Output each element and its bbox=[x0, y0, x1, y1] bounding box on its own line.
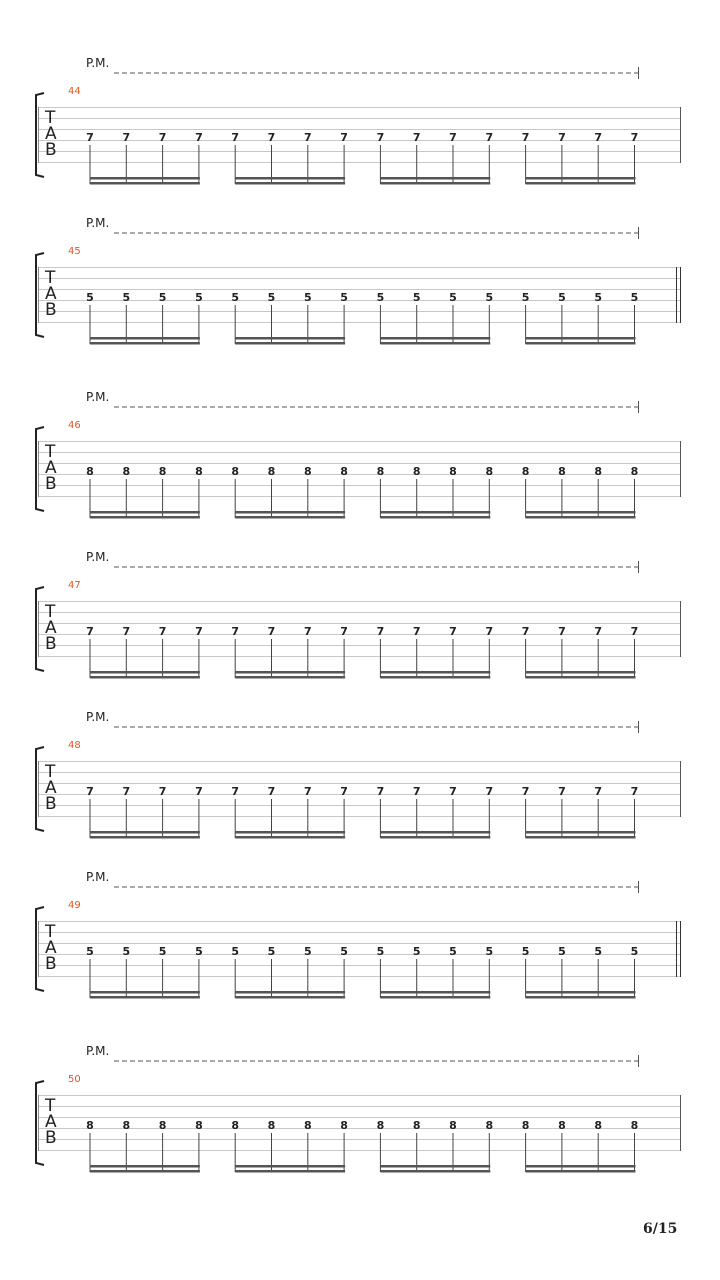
fret-number: 8 bbox=[521, 1119, 530, 1132]
tab-system-svg bbox=[0, 55, 720, 195]
tab-system bbox=[0, 709, 720, 849]
fret-number: 5 bbox=[195, 291, 203, 304]
fret-number: 7 bbox=[485, 131, 494, 144]
fret-number: 5 bbox=[485, 945, 494, 958]
tab-clef-letter: B bbox=[45, 474, 57, 494]
beam-secondary bbox=[90, 182, 200, 185]
tab-clef-letter: A bbox=[45, 124, 57, 144]
fret-number: 5 bbox=[267, 291, 276, 304]
beam-secondary bbox=[526, 676, 636, 679]
tab-clef-letter: A bbox=[45, 458, 57, 478]
fret-number: 7 bbox=[376, 131, 385, 144]
fret-number: 5 bbox=[449, 945, 457, 958]
beam-primary bbox=[235, 511, 345, 514]
beam-primary bbox=[380, 991, 490, 994]
page-number: 6/15 bbox=[643, 1221, 678, 1237]
tab-clef-letter: A bbox=[45, 938, 57, 958]
fret-number: 7 bbox=[158, 625, 167, 638]
fret-number: 7 bbox=[267, 785, 276, 798]
fret-number: 7 bbox=[412, 785, 421, 798]
fret-number: 8 bbox=[195, 465, 203, 478]
fret-number: 8 bbox=[594, 1119, 603, 1132]
fret-number: 7 bbox=[158, 131, 167, 144]
palm-mute-label: P.M. bbox=[86, 56, 110, 70]
fret-number: 8 bbox=[376, 1119, 385, 1132]
fret-number: 7 bbox=[449, 785, 457, 798]
beam-primary bbox=[526, 671, 636, 674]
fret-number: 5 bbox=[340, 945, 348, 958]
tab-clef-letter: A bbox=[45, 778, 57, 798]
fret-number: 7 bbox=[630, 625, 639, 638]
beam-primary bbox=[235, 831, 345, 834]
fret-number: 8 bbox=[558, 465, 566, 478]
fret-number: 5 bbox=[231, 291, 240, 304]
fret-number: 7 bbox=[303, 131, 312, 144]
fret-number: 7 bbox=[630, 785, 639, 798]
fret-number: 5 bbox=[122, 291, 131, 304]
fret-number: 7 bbox=[195, 625, 203, 638]
system-bracket bbox=[36, 427, 44, 511]
tab-system-svg bbox=[0, 1043, 720, 1183]
fret-number: 7 bbox=[412, 131, 421, 144]
fret-number: 7 bbox=[231, 625, 240, 638]
fret-number: 7 bbox=[558, 131, 566, 144]
fret-number: 7 bbox=[594, 625, 603, 638]
palm-mute-label: P.M. bbox=[86, 216, 110, 230]
beam-primary bbox=[526, 831, 636, 834]
fret-number: 5 bbox=[303, 291, 312, 304]
tab-clef-letter: T bbox=[45, 762, 56, 782]
fret-number: 7 bbox=[195, 785, 203, 798]
tab-system bbox=[0, 215, 720, 355]
fret-number: 8 bbox=[340, 465, 348, 478]
fret-number: 8 bbox=[630, 465, 639, 478]
fret-number: 7 bbox=[122, 785, 131, 798]
beam-secondary bbox=[526, 1170, 636, 1173]
beam-primary bbox=[380, 511, 490, 514]
beam-primary bbox=[380, 337, 490, 340]
beam-primary bbox=[235, 991, 345, 994]
tab-system-svg bbox=[0, 869, 720, 1009]
fret-number: 8 bbox=[231, 465, 240, 478]
beam-primary bbox=[380, 177, 490, 180]
fret-number: 7 bbox=[449, 131, 457, 144]
fret-number: 5 bbox=[303, 945, 312, 958]
fret-number: 7 bbox=[86, 131, 94, 144]
fret-number: 8 bbox=[340, 1119, 348, 1132]
beam-primary bbox=[90, 177, 200, 180]
palm-mute-label: P.M. bbox=[86, 390, 110, 404]
beam-secondary bbox=[526, 342, 636, 345]
beam-primary bbox=[526, 991, 636, 994]
fret-number: 8 bbox=[376, 465, 385, 478]
tab-clef-letter: A bbox=[45, 284, 57, 304]
fret-number: 7 bbox=[521, 131, 530, 144]
beam-primary bbox=[526, 177, 636, 180]
tab-clef-letter: B bbox=[45, 140, 57, 160]
fret-number: 5 bbox=[86, 291, 94, 304]
fret-number: 5 bbox=[630, 291, 639, 304]
system-bracket bbox=[36, 747, 44, 831]
fret-number: 5 bbox=[122, 945, 131, 958]
fret-number: 7 bbox=[86, 785, 94, 798]
fret-number: 8 bbox=[158, 1119, 167, 1132]
beam-secondary bbox=[235, 836, 345, 839]
fret-number: 7 bbox=[412, 625, 421, 638]
beam-primary bbox=[380, 831, 490, 834]
palm-mute-label: P.M. bbox=[86, 870, 110, 884]
tab-clef-letter: B bbox=[45, 954, 57, 974]
fret-number: 5 bbox=[521, 945, 530, 958]
fret-number: 5 bbox=[412, 945, 421, 958]
fret-number: 5 bbox=[267, 945, 276, 958]
fret-number: 7 bbox=[122, 131, 131, 144]
fret-number: 7 bbox=[449, 625, 457, 638]
beam-secondary bbox=[90, 1170, 200, 1173]
fret-number: 8 bbox=[86, 465, 94, 478]
palm-mute-label: P.M. bbox=[86, 550, 110, 564]
fret-number: 5 bbox=[158, 291, 167, 304]
beam-secondary bbox=[380, 996, 490, 999]
fret-number: 7 bbox=[86, 625, 94, 638]
fret-number: 8 bbox=[485, 1119, 494, 1132]
fret-number: 5 bbox=[521, 291, 530, 304]
beam-secondary bbox=[235, 342, 345, 345]
measure-number: 44 bbox=[68, 86, 81, 97]
fret-number: 7 bbox=[231, 131, 240, 144]
tab-system-svg bbox=[0, 709, 720, 849]
fret-number: 7 bbox=[303, 785, 312, 798]
beam-secondary bbox=[526, 996, 636, 999]
tab-system bbox=[0, 1043, 720, 1183]
beam-secondary bbox=[235, 676, 345, 679]
fret-number: 7 bbox=[594, 785, 603, 798]
beam-primary bbox=[90, 337, 200, 340]
system-bracket bbox=[36, 253, 44, 337]
fret-number: 7 bbox=[485, 785, 494, 798]
fret-number: 5 bbox=[340, 291, 348, 304]
beam-secondary bbox=[235, 182, 345, 185]
system-bracket bbox=[36, 93, 44, 177]
fret-number: 8 bbox=[630, 1119, 639, 1132]
measure-number: 49 bbox=[68, 900, 81, 911]
beam-primary bbox=[90, 1165, 200, 1168]
fret-number: 8 bbox=[267, 1119, 276, 1132]
fret-number: 7 bbox=[231, 785, 240, 798]
beam-secondary bbox=[235, 516, 345, 519]
measure-number: 46 bbox=[68, 420, 81, 431]
beam-secondary bbox=[90, 836, 200, 839]
beam-secondary bbox=[380, 342, 490, 345]
beam-primary bbox=[380, 671, 490, 674]
fret-number: 8 bbox=[122, 465, 131, 478]
beam-secondary bbox=[90, 676, 200, 679]
beam-primary bbox=[235, 337, 345, 340]
fret-number: 7 bbox=[267, 131, 276, 144]
beam-primary bbox=[526, 1165, 636, 1168]
beam-primary bbox=[90, 991, 200, 994]
beam-primary bbox=[526, 511, 636, 514]
tab-clef-letter: T bbox=[45, 268, 56, 288]
fret-number: 5 bbox=[594, 945, 603, 958]
fret-number: 7 bbox=[630, 131, 639, 144]
tab-clef-letter: B bbox=[45, 794, 57, 814]
fret-number: 5 bbox=[558, 945, 566, 958]
fret-number: 8 bbox=[594, 465, 603, 478]
fret-number: 7 bbox=[521, 625, 530, 638]
beam-secondary bbox=[235, 1170, 345, 1173]
fret-number: 7 bbox=[376, 625, 385, 638]
beam-secondary bbox=[526, 516, 636, 519]
beam-secondary bbox=[380, 182, 490, 185]
measure-number: 48 bbox=[68, 740, 81, 751]
beam-secondary bbox=[380, 676, 490, 679]
tab-clef-letter: T bbox=[45, 602, 56, 622]
fret-number: 8 bbox=[485, 465, 494, 478]
fret-number: 8 bbox=[303, 1119, 312, 1132]
fret-number: 8 bbox=[231, 1119, 240, 1132]
measure-number: 47 bbox=[68, 580, 81, 591]
beam-secondary bbox=[380, 516, 490, 519]
tab-system-svg bbox=[0, 215, 720, 355]
beam-primary bbox=[235, 177, 345, 180]
fret-number: 8 bbox=[558, 1119, 566, 1132]
beam-secondary bbox=[90, 996, 200, 999]
fret-number: 5 bbox=[449, 291, 457, 304]
fret-number: 5 bbox=[376, 291, 385, 304]
fret-number: 7 bbox=[485, 625, 494, 638]
tab-system-svg bbox=[0, 549, 720, 689]
fret-number: 7 bbox=[521, 785, 530, 798]
fret-number: 8 bbox=[449, 1119, 457, 1132]
tab-clef-letter: T bbox=[45, 1096, 56, 1116]
tab-system-svg bbox=[0, 389, 720, 529]
fret-number: 7 bbox=[558, 625, 566, 638]
fret-number: 8 bbox=[303, 465, 312, 478]
fret-number: 5 bbox=[158, 945, 167, 958]
fret-number: 7 bbox=[158, 785, 167, 798]
fret-number: 7 bbox=[195, 131, 203, 144]
measure-number: 45 bbox=[68, 246, 81, 257]
tab-clef-letter: B bbox=[45, 634, 57, 654]
fret-number: 5 bbox=[630, 945, 639, 958]
measure-number: 50 bbox=[68, 1074, 81, 1085]
tab-clef-letter: T bbox=[45, 442, 56, 462]
beam-secondary bbox=[235, 996, 345, 999]
system-bracket bbox=[36, 907, 44, 991]
fret-number: 7 bbox=[122, 625, 131, 638]
system-bracket bbox=[36, 587, 44, 671]
beam-primary bbox=[235, 1165, 345, 1168]
palm-mute-label: P.M. bbox=[86, 710, 110, 724]
fret-number: 8 bbox=[158, 465, 167, 478]
beam-primary bbox=[90, 511, 200, 514]
tab-clef-letter: B bbox=[45, 1128, 57, 1148]
beam-secondary bbox=[90, 516, 200, 519]
tab-clef-letter: A bbox=[45, 618, 57, 638]
tab-system bbox=[0, 549, 720, 689]
fret-number: 8 bbox=[195, 1119, 203, 1132]
fret-number: 5 bbox=[412, 291, 421, 304]
beam-secondary bbox=[380, 1170, 490, 1173]
beam-primary bbox=[90, 831, 200, 834]
tab-clef-letter: B bbox=[45, 300, 57, 320]
fret-number: 5 bbox=[594, 291, 603, 304]
fret-number: 7 bbox=[340, 625, 348, 638]
fret-number: 8 bbox=[267, 465, 276, 478]
fret-number: 7 bbox=[267, 625, 276, 638]
fret-number: 8 bbox=[521, 465, 530, 478]
fret-number: 8 bbox=[412, 465, 421, 478]
beam-primary bbox=[526, 337, 636, 340]
fret-number: 8 bbox=[86, 1119, 94, 1132]
tab-system bbox=[0, 389, 720, 529]
tab-system bbox=[0, 55, 720, 195]
beam-secondary bbox=[526, 836, 636, 839]
fret-number: 7 bbox=[340, 785, 348, 798]
beam-primary bbox=[235, 671, 345, 674]
fret-number: 8 bbox=[122, 1119, 131, 1132]
tab-system bbox=[0, 869, 720, 1009]
fret-number: 7 bbox=[340, 131, 348, 144]
fret-number: 5 bbox=[558, 291, 566, 304]
palm-mute-label: P.M. bbox=[86, 1044, 110, 1058]
fret-number: 5 bbox=[485, 291, 494, 304]
beam-primary bbox=[90, 671, 200, 674]
system-bracket bbox=[36, 1081, 44, 1165]
tab-clef-letter: A bbox=[45, 1112, 57, 1132]
fret-number: 8 bbox=[412, 1119, 421, 1132]
beam-secondary bbox=[526, 182, 636, 185]
fret-number: 5 bbox=[86, 945, 94, 958]
beam-secondary bbox=[380, 836, 490, 839]
tab-clef-letter: T bbox=[45, 922, 56, 942]
fret-number: 7 bbox=[303, 625, 312, 638]
beam-primary bbox=[380, 1165, 490, 1168]
beam-secondary bbox=[90, 342, 200, 345]
fret-number: 8 bbox=[449, 465, 457, 478]
tab-clef-letter: T bbox=[45, 108, 56, 128]
fret-number: 5 bbox=[195, 945, 203, 958]
fret-number: 5 bbox=[376, 945, 385, 958]
fret-number: 5 bbox=[231, 945, 240, 958]
fret-number: 7 bbox=[376, 785, 385, 798]
fret-number: 7 bbox=[558, 785, 566, 798]
fret-number: 7 bbox=[594, 131, 603, 144]
